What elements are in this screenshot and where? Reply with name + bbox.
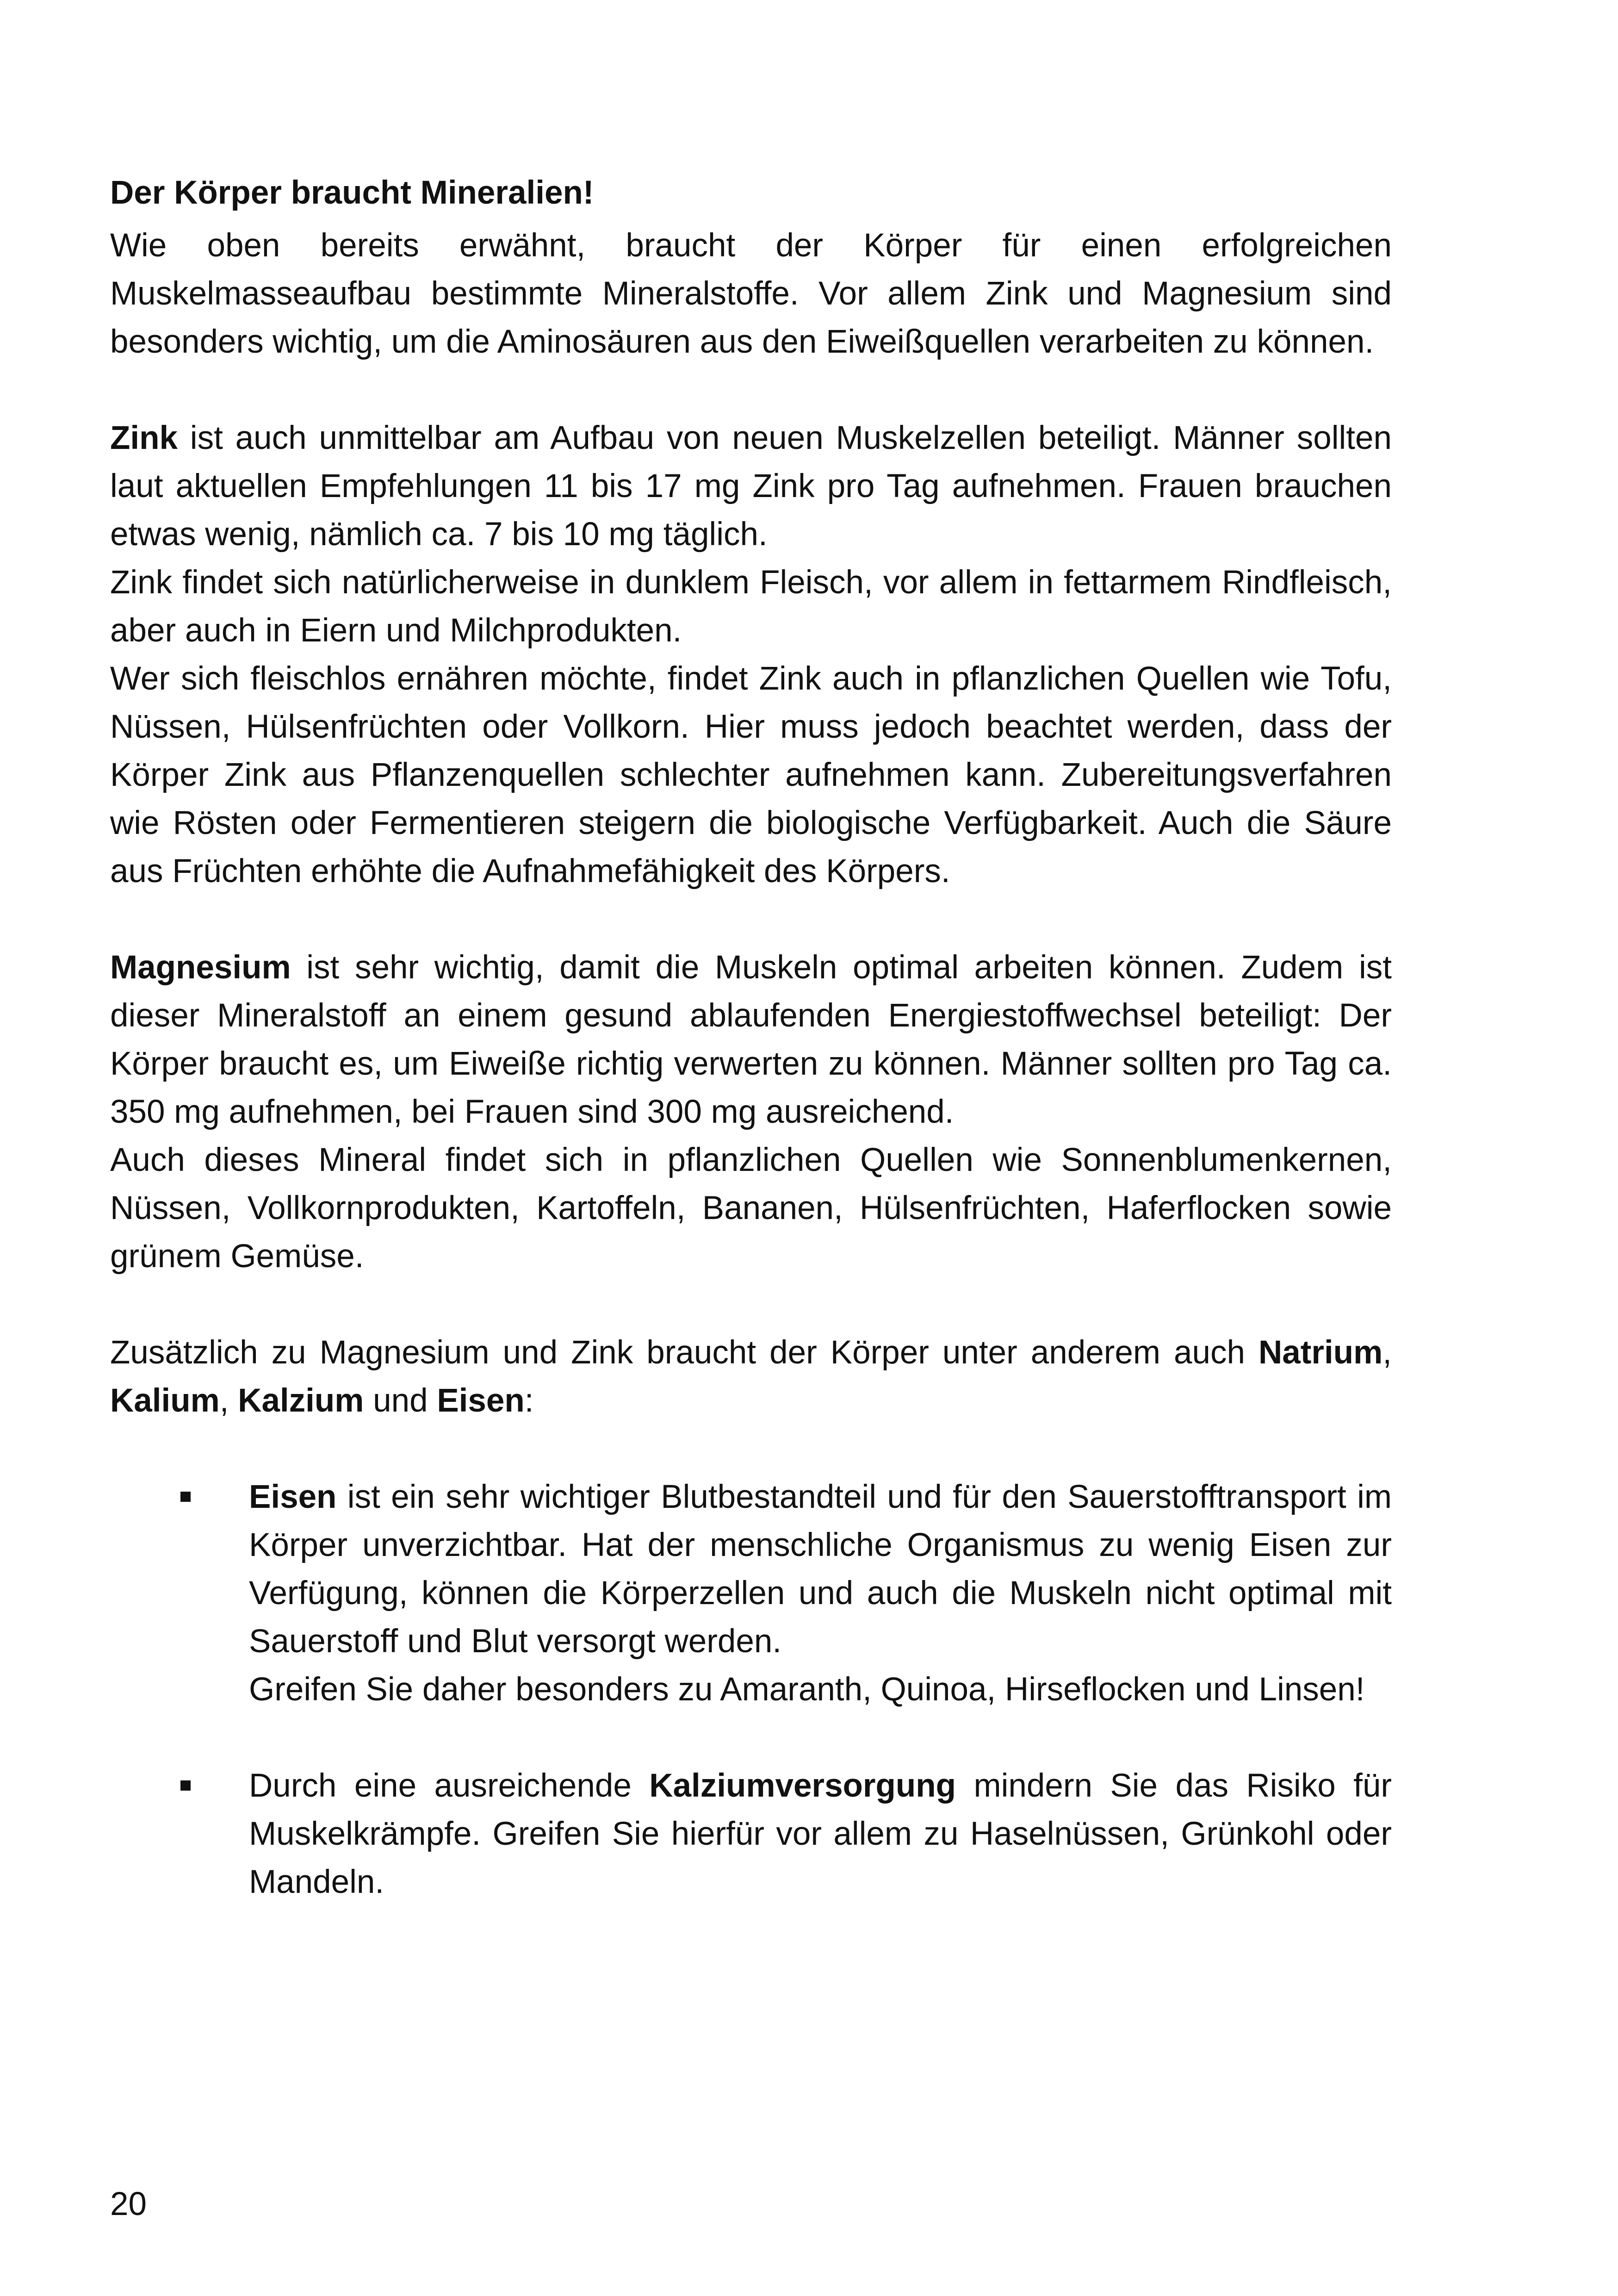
separator: , bbox=[1382, 1334, 1392, 1371]
magnesium-term: Magnesium bbox=[110, 949, 291, 986]
kalzium-bullet-term: Kalziumversorgung bbox=[649, 1767, 956, 1804]
eisen-bullet-body: ist ein sehr wichtiger Blutbestandteil und für den Sauerstofftransport im Körper unverzichtbar. Hat der menschliche Organismus zu wenig Eisen zur Verfügung, können die Körperzellen und auch die Muskeln nicht optimal mit Sauerstoff und Blut versorgt werden. bbox=[249, 1479, 1392, 1660]
eisen-term: Eisen bbox=[437, 1382, 525, 1419]
paragraph-gap bbox=[110, 1281, 1392, 1329]
intro-paragraph: Wie oben bereits erwähnt, braucht der Körper für einen erfolgreichen Muskelmasseaufbau bestimmte Mineralstoffe. Vor allem Zink und Magnesium sind besonders wichtig, um die Aminosäuren aus den Eiweißquellen verarbeiten zu können. bbox=[110, 227, 1392, 360]
kalzium-bullet-lead: Durch eine ausreichende bbox=[249, 1767, 650, 1804]
mineral-bullet-list bbox=[110, 1473, 1392, 1906]
list-gap bbox=[110, 1714, 1392, 1762]
zinc-plant-paragraph: Wer sich fleischlos ernähren möchte, findet Zink auch in pflanzlichen Quellen wie Tofu, Nüssen, Hülsenfrüchten oder Vollkorn. Hier muss jedoch beachtet werden, dass der Körper Zink aus Pflanzenquellen schlechter aufnehmen kann. Zubereitungsverfahren wie Rösten oder Fermentieren steigern die biologische Verfügbarkeit. Auch die Säure aus Früchten erhöhte die Aufnahmefähigkeit des Körpers. bbox=[110, 660, 1392, 890]
paragraph-gap bbox=[110, 896, 1392, 944]
kalzium-term: Kalzium bbox=[238, 1382, 364, 1419]
eisen-bullet-term: Eisen bbox=[249, 1479, 337, 1515]
page-number: 20 bbox=[110, 2186, 147, 2222]
bullet-square-icon bbox=[180, 1492, 191, 1502]
zinc-sources-paragraph: Zink findet sich natürlicherweise in dunklem Fleisch, vor allem in fettarmem Rindfleisch, aber auch in Eiern und Milchprodukten. bbox=[110, 564, 1392, 649]
page-content bbox=[110, 169, 1392, 1906]
kalzium-bullet-text bbox=[249, 1762, 1392, 1906]
zinc-term: Zink bbox=[110, 420, 178, 456]
zinc-paragraph bbox=[110, 414, 1392, 559]
eisen-bullet-recommendation: Greifen Sie daher besonders zu Amaranth, Quinoa, Hirseflocken und Linsen! bbox=[249, 1671, 1365, 1708]
additional-lead: Zusätzlich zu Magnesium und Zink braucht der Körper unter anderem auch bbox=[110, 1334, 1258, 1371]
section-heading: Der Körper braucht Mineralien! bbox=[110, 174, 594, 211]
magnesium-sources-paragraph: Auch dieses Mineral findet sich in pflanzlichen Quellen wie Sonnenblumenkernen, Nüssen, Vollkornprodukten, Kartoffeln, Bananen, Hülsenfrüchten, Haferflocken sowie grünem Gemüse. bbox=[110, 1142, 1392, 1275]
separator: , bbox=[219, 1382, 238, 1419]
colon: : bbox=[524, 1382, 534, 1419]
zinc-text: ist auch unmittelbar am Aufbau von neuen Muskelzellen beteiligt. Männer sollten laut aktuellen Empfehlungen 11 bis 17 mg Zink pro Tag aufnehmen. Frauen brauchen etwas wenig, nämlich ca. 7 bis 10 mg täglich. bbox=[110, 420, 1392, 553]
paragraph-gap bbox=[110, 1425, 1392, 1473]
additional-minerals-paragraph bbox=[110, 1329, 1392, 1425]
natrium-term: Natrium bbox=[1258, 1334, 1383, 1371]
bullet-square-icon bbox=[180, 1780, 191, 1791]
magnesium-text: ist sehr wichtig, damit die Muskeln optimal arbeiten können. Zudem ist dieser Mineralstoff an einem gesund ablaufenden Energiestoffwechsel beteiligt: Der Körper braucht es, um Eiweiße richtig verwerten zu können. Männer sollten pro Tag ca. 350 mg aufnehmen, bei Frauen sind 300 mg ausreichend. bbox=[110, 949, 1392, 1130]
kalium-term: Kalium bbox=[110, 1382, 220, 1419]
conjunction: und bbox=[364, 1382, 437, 1419]
kalzium-bullet-body: mindern Sie das Risiko für Muskelkrämpfe. Greifen Sie hierfür vor allem zu Haselnüssen, Grünkohl oder Mandeln. bbox=[249, 1767, 1392, 1900]
list-item-kalzium bbox=[110, 1762, 1392, 1906]
paragraph-gap bbox=[110, 366, 1392, 414]
eisen-bullet-text bbox=[249, 1473, 1392, 1666]
magnesium-paragraph bbox=[110, 944, 1392, 1136]
list-item-eisen bbox=[110, 1473, 1392, 1714]
